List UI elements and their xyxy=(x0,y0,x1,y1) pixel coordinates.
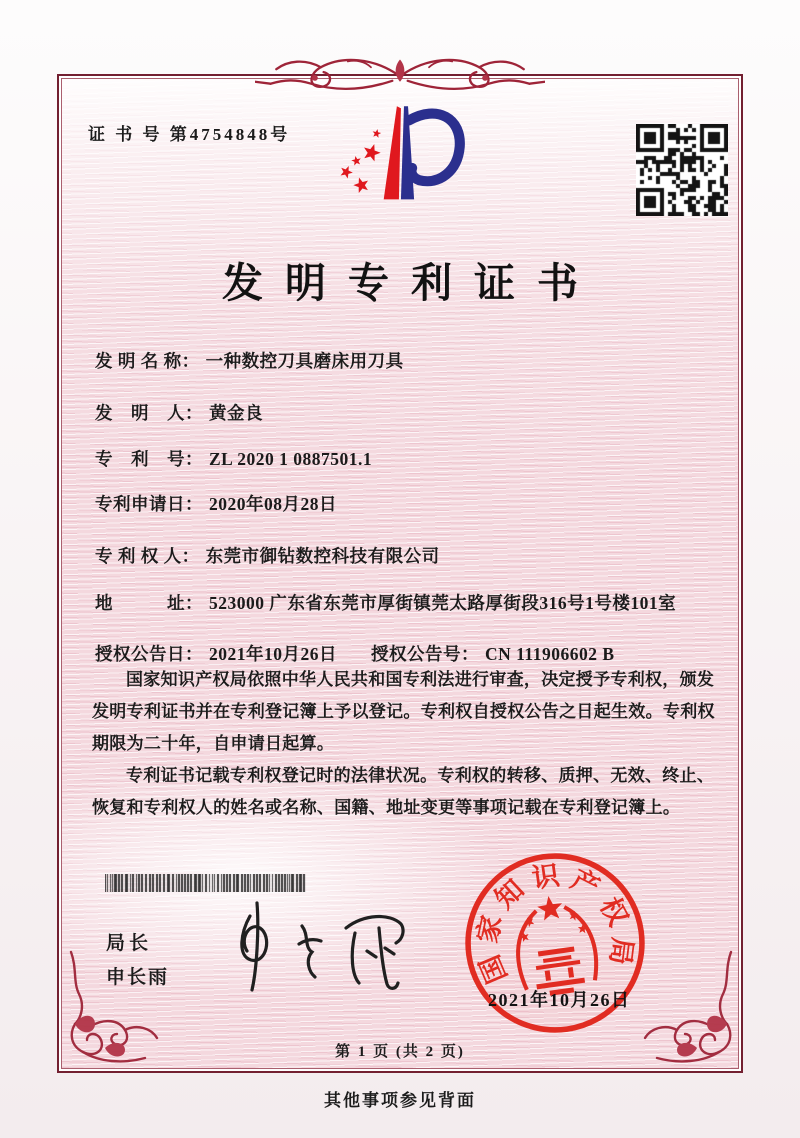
svg-text:国: 国 xyxy=(474,950,513,988)
field-value: 一种数控刀具磨床用刀具 xyxy=(205,351,404,371)
field-label: 专利申请日： xyxy=(95,494,203,514)
field-label: 授权公告号： xyxy=(371,644,479,664)
svg-text:识: 识 xyxy=(530,860,562,894)
field-row-address xyxy=(95,590,720,617)
svg-text:产: 产 xyxy=(566,864,605,904)
field-row-filing-date xyxy=(95,491,720,516)
barcode xyxy=(105,874,307,892)
field-value: 2020年08月28日 xyxy=(209,494,337,514)
commissioner-title: 局长 xyxy=(106,933,153,954)
cnipa-logo-icon xyxy=(330,96,482,238)
field-value: CN 111906602 B xyxy=(485,644,615,664)
svg-text:知: 知 xyxy=(489,873,530,915)
field-label: 地 址： xyxy=(95,593,203,613)
legal-text-block xyxy=(92,664,716,824)
commissioner-signature xyxy=(222,898,417,996)
field-value: 黄金良 xyxy=(209,403,263,423)
field-value: 2021年10月26日 xyxy=(209,644,337,664)
page-indicator: 第 1 页 (共 2 页) xyxy=(335,1044,465,1060)
field-row-invention-name xyxy=(95,348,720,373)
field-row-grant xyxy=(95,641,720,665)
field-label: 发 明 名 称： xyxy=(95,351,200,371)
field-row-inventor xyxy=(95,400,720,425)
grant-date-pair xyxy=(95,641,337,666)
svg-text:局: 局 xyxy=(604,935,638,967)
field-label: 专 利 权 人： xyxy=(95,546,200,566)
back-side-note: 其他事项参见背面 xyxy=(324,1091,476,1110)
field-label: 授权公告日： xyxy=(95,644,203,664)
legal-paragraph-2: 专利证书记载专利权登记时的法律状况。专利权的转移、质押、无效、终止、恢复和专利权人的姓名或名称、国籍、地址变更等事项记载在专利登记簿上。 xyxy=(92,766,715,817)
svg-text:家: 家 xyxy=(472,912,508,946)
grant-number-pair xyxy=(371,641,615,666)
field-label: 专 利 号： xyxy=(95,449,203,469)
qr-code xyxy=(636,124,728,216)
field-value: 523000 广东省东莞市厚街镇莞太路厚街段316号1号楼101室 xyxy=(209,593,677,613)
certificate-title: 发明专利证书 xyxy=(222,260,600,306)
svg-text:权: 权 xyxy=(594,892,634,931)
certificate-number: 证 书 号 第4754848号 xyxy=(88,125,291,144)
seal-date: 2021年10月26日 xyxy=(488,990,631,1010)
legal-paragraph-1: 国家知识产权局依照中华人民共和国专利法进行审查，决定授予专利权，颁发发明专利证书并在专利登记簿上予以登记。专利权自授权公告之日起生效。专利权期限为二十年，自申请日起算。 xyxy=(92,670,715,753)
field-value: ZL 2020 1 0887501.1 xyxy=(209,449,373,469)
commissioner-name: 申长雨 xyxy=(106,967,170,988)
field-row-patentee xyxy=(95,543,720,568)
field-value: 东莞市御钻数控科技有限公司 xyxy=(205,546,440,566)
field-label: 发 明 人： xyxy=(95,403,203,423)
field-row-patent-number xyxy=(95,446,720,471)
